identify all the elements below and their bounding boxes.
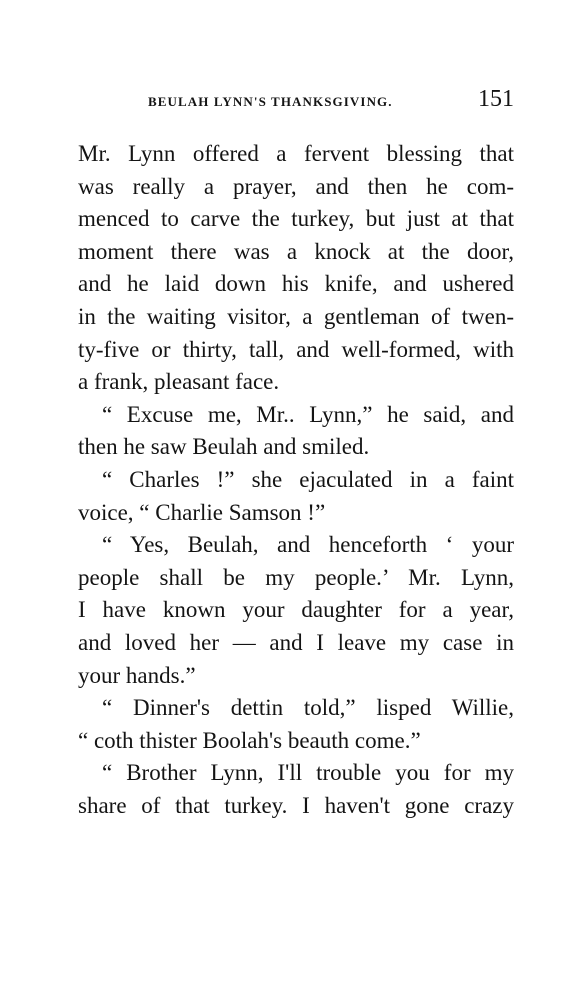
text-line: “ Excuse me, Mr.. Lynn,” he said, and [102, 401, 514, 427]
text-line: in the waiting visitor, a gentleman of twen- [78, 303, 514, 329]
text-line: “ Brother Lynn, I'll trouble you for my [102, 760, 514, 786]
body-text [78, 138, 514, 822]
text-line: a frank, pleasant face. [78, 369, 280, 395]
text-line: menced to carve the turkey, but just at that [78, 206, 514, 232]
running-head [148, 84, 514, 124]
text-line: voice, “ Charlie Samson !” [78, 499, 326, 525]
text-line: “ coth thister Boolah's beauth come.” [78, 727, 421, 753]
text-line: “ Yes, Beulah, and henceforth ‘ your [102, 532, 514, 558]
text-line: then he saw Beulah and smiled. [78, 434, 370, 460]
text-line: moment there was a knock at the door, [78, 238, 514, 264]
text-line: I have known your daughter for a year, [78, 597, 514, 623]
text-line: share of that turkey. I haven't gone crazy [78, 792, 514, 818]
text-line: Mr. Lynn offered a fervent blessing that [78, 141, 514, 166]
text-line: people shall be my people.’ Mr. Lynn, [78, 564, 514, 590]
page-number: 151 [478, 86, 514, 112]
running-title: BEULAH LYNN'S THANKSGIVING. [148, 94, 393, 109]
text-line: ty-five or thirty, tall, and well-formed, with [78, 336, 514, 362]
text-line: was really a prayer, and then he com- [78, 173, 514, 199]
text-line: “ Charles !” she ejaculated in a faint [102, 466, 514, 492]
text-line: your hands.” [78, 662, 196, 688]
text-line: “ Dinner's dettin told,” lisped Willie, [102, 695, 514, 721]
text-line: and he laid down his knife, and ushered [78, 271, 514, 297]
text-line: and loved her — and I leave my case in [78, 629, 514, 655]
